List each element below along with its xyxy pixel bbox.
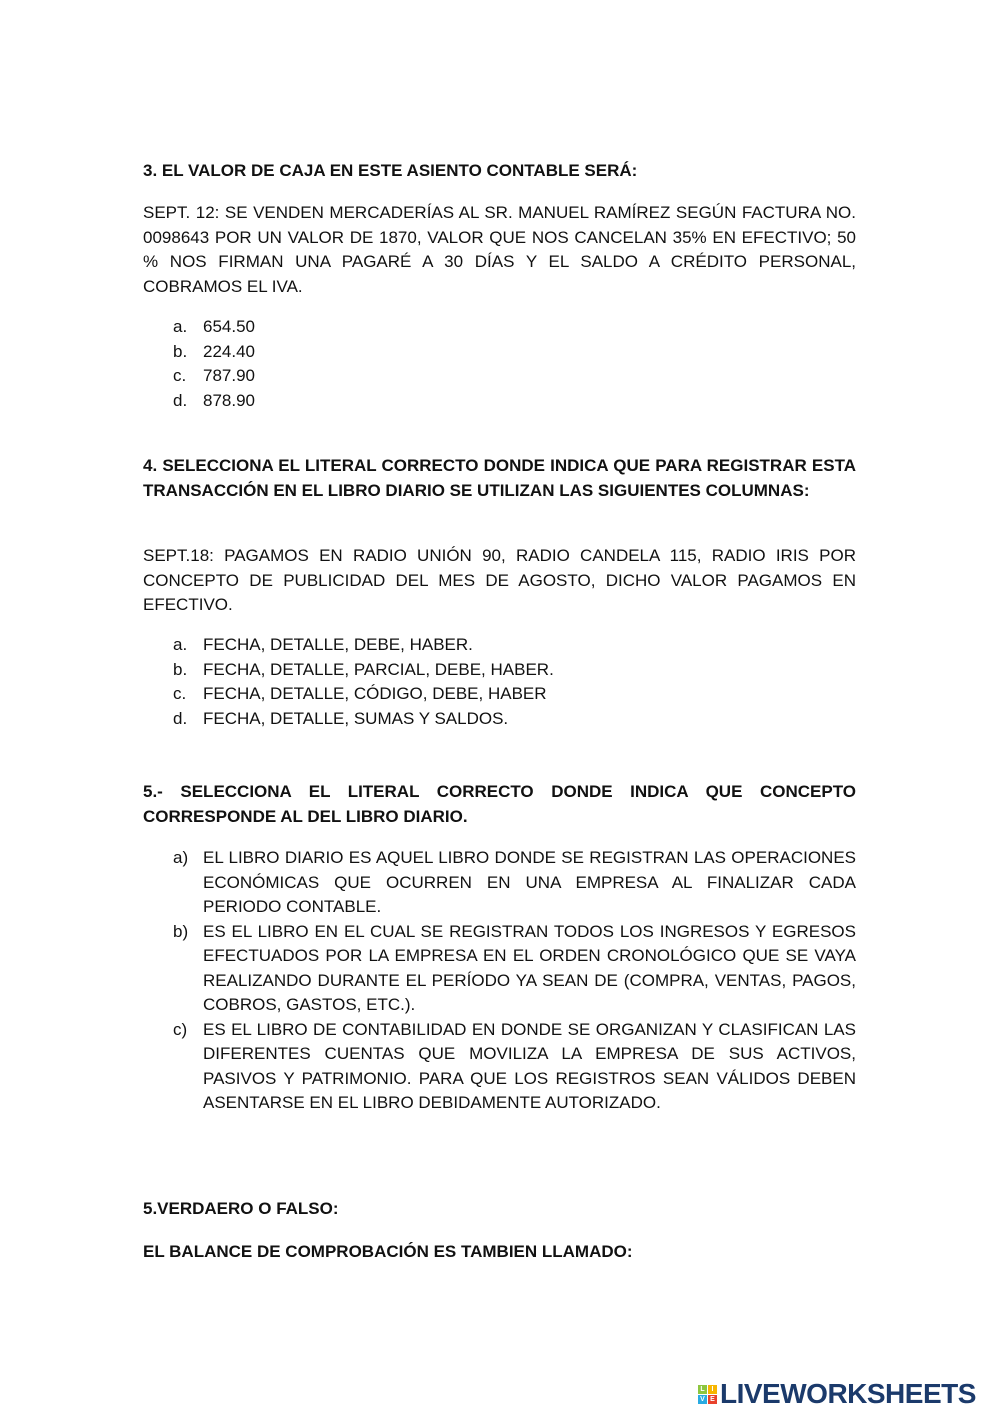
question-4-options bbox=[143, 633, 856, 731]
option-text: FECHA, DETALLE, DEBE, HABER. bbox=[203, 635, 473, 654]
option-letter: c. bbox=[173, 684, 187, 703]
option-letter: b) bbox=[173, 921, 189, 941]
question-3-options bbox=[143, 315, 856, 413]
option-text: ES EL LIBRO DE CONTABILIDAD EN DONDE SE ORGANIZAN Y CLASIFICAN LAS DIFERENTES CUENTAS QUE MOVILIZA LA EMPRESA DE SUS ACTIVOS, PASIVOS Y PATRIMONIO. PARA QUE LOS REGISTROS SEAN VÁLIDOS DEBEN ASENTARSE EN EL LIBRO DEBIDAMENTE AUTORIZADO. bbox=[203, 1019, 856, 1112]
logo-tiles-icon bbox=[698, 1385, 717, 1404]
logo-tile: L bbox=[698, 1385, 707, 1394]
answer-option[interactable] bbox=[143, 633, 856, 658]
question-5-title: 5.- SELECCIONA EL LITERAL CORRECTO DONDE INDICA QUE CONCEPTO CORRESPONDE AL DEL LIBRO DIARIO. bbox=[143, 782, 856, 826]
option-text: 654.50 bbox=[203, 317, 255, 336]
option-text: ES EL LIBRO EN EL CUAL SE REGISTRAN TODOS LOS INGRESOS Y EGRESOS EFECTUADOS POR LA EMPRESA EN EL ORDEN CRONOLÓGICO QUE SE VAYA REALIZANDO DURANTE EL PERÍODO YA SEAN DE (COMPRA, VENTAS, PAGOS, COBROS, GASTOS, ETC.). bbox=[203, 921, 856, 1014]
question-4-text: SEPT.18: PAGAMOS EN RADIO UNIÓN 90, RADIO CANDELA 115, RADIO IRIS POR CONCEPTO DE PUBLICIDAD DEL MES DE AGOSTO, DICHO VALOR PAGAMOS EN EFECTIVO. bbox=[143, 546, 856, 614]
option-text: FECHA, DETALLE, CÓDIGO, DEBE, HABER bbox=[203, 684, 547, 703]
option-letter: d. bbox=[173, 708, 188, 728]
option-text: 878.90 bbox=[203, 390, 255, 410]
option-letter: c) bbox=[173, 1019, 188, 1039]
liveworksheets-logo bbox=[698, 1378, 976, 1410]
option-text: FECHA, DETALLE, SUMAS Y SALDOS. bbox=[203, 708, 509, 728]
option-text: 787.90 bbox=[203, 366, 255, 385]
answer-option[interactable] bbox=[143, 389, 856, 414]
option-text: FECHA, DETALLE, PARCIAL, DEBE, HABER. bbox=[203, 659, 554, 679]
question-3-title: 3. EL VALOR DE CAJA EN ESTE ASIENTO CONTABLE SERÁ: bbox=[143, 161, 638, 180]
option-letter: d. bbox=[173, 390, 188, 410]
answer-option[interactable] bbox=[143, 682, 856, 707]
answer-option[interactable] bbox=[143, 846, 856, 920]
option-letter: b. bbox=[173, 659, 188, 679]
answer-option[interactable] bbox=[143, 707, 856, 732]
logo-tile: I bbox=[708, 1385, 717, 1394]
option-letter: c. bbox=[173, 366, 187, 385]
answer-option[interactable] bbox=[143, 920, 856, 1018]
answer-option[interactable] bbox=[143, 315, 856, 340]
logo-tile: V bbox=[698, 1395, 707, 1404]
question-6-text: EL BALANCE DE COMPROBACIÓN ES TAMBIEN LLAMADO: bbox=[143, 1242, 633, 1261]
question-6-title: 5.VERDAERO O FALSO: bbox=[143, 1199, 339, 1218]
question-3-text: SEPT. 12: SE VENDEN MERCADERÍAS AL SR. MANUEL RAMÍREZ SEGÚN FACTURA NO. 0098643 POR UN VALOR DE 1870, VALOR QUE NOS CANCELAN 35% EN EFECTIVO; 50 % NOS FIRMAN UNA PAGARÉ A 30 DÍAS Y EL SALDO A CRÉDITO PERSONAL, COBRAMOS EL IVA. bbox=[143, 203, 856, 296]
option-letter: b. bbox=[173, 341, 188, 361]
option-letter: a) bbox=[173, 848, 189, 867]
logo-text: LIVEWORKSHEETS bbox=[720, 1378, 976, 1409]
answer-option[interactable] bbox=[143, 364, 856, 389]
question-4-title: 4. SELECCIONA EL LITERAL CORRECTO DONDE INDICA QUE PARA REGISTRAR ESTA TRANSACCIÓN EN EL LIBRO DIARIO SE UTILIZAN LAS SIGUIENTES COLUMNAS: bbox=[143, 456, 856, 500]
answer-option[interactable] bbox=[143, 658, 856, 683]
option-letter: a. bbox=[173, 317, 188, 336]
answer-option[interactable] bbox=[143, 1018, 856, 1116]
option-text: 224.40 bbox=[203, 341, 255, 361]
answer-option[interactable] bbox=[143, 340, 856, 365]
question-5-options bbox=[143, 846, 856, 1116]
option-text: EL LIBRO DIARIO ES AQUEL LIBRO DONDE SE REGISTRAN LAS OPERACIONES ECONÓMICAS QUE OCURREN EN UNA EMPRESA AL FINALIZAR CADA PERIODO CONTABLE. bbox=[203, 848, 856, 916]
logo-tile: E bbox=[708, 1395, 717, 1404]
option-letter: a. bbox=[173, 635, 188, 654]
